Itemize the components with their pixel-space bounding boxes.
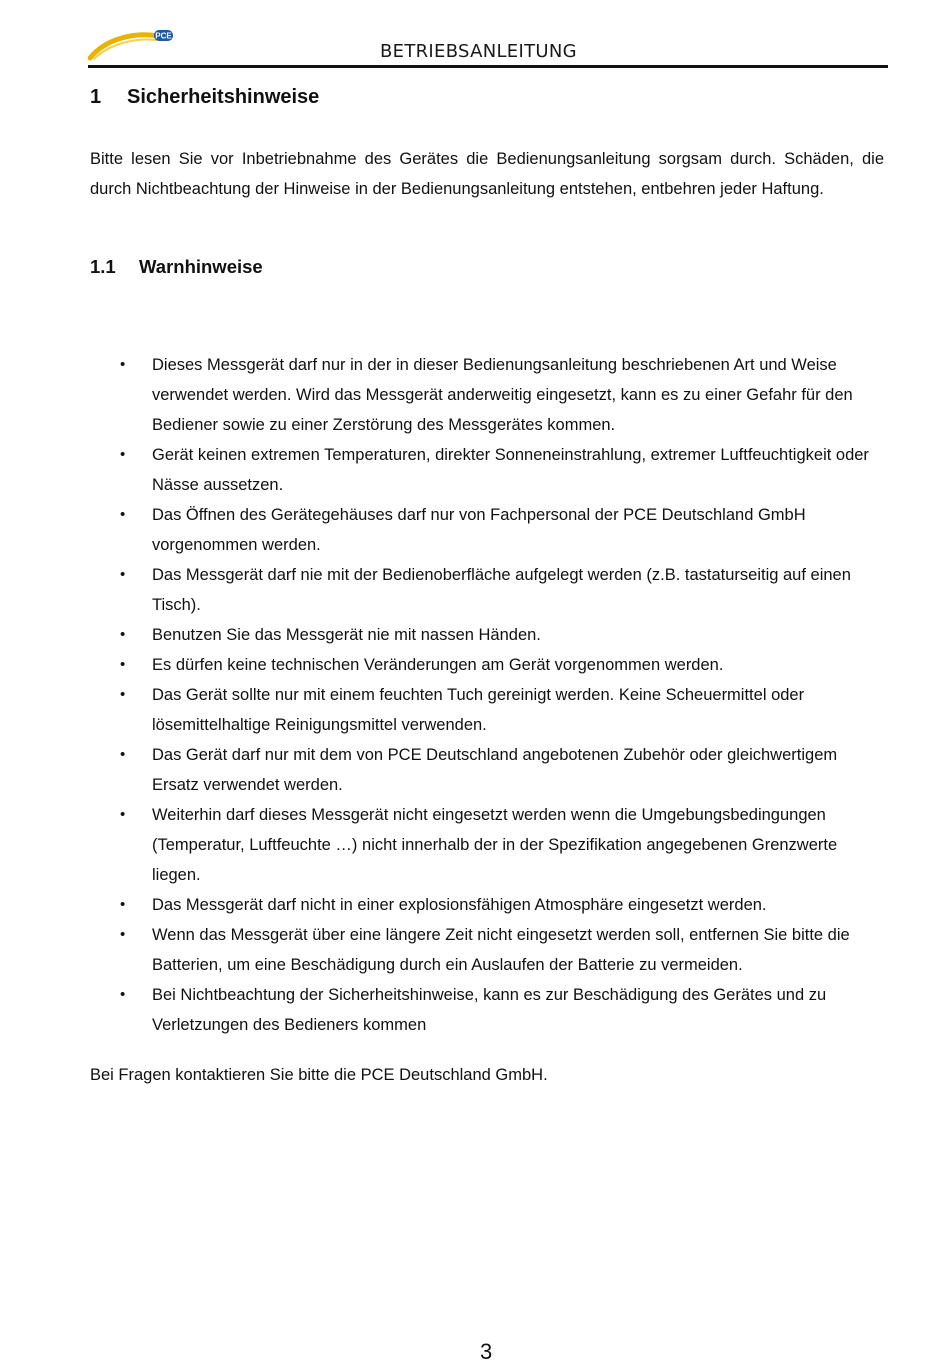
bullet-icon: • xyxy=(120,926,126,943)
section-heading xyxy=(90,86,319,109)
warning-list xyxy=(90,350,884,1040)
subsection-title: Warnhinweise xyxy=(139,256,263,277)
list-item xyxy=(90,980,884,1040)
bullet-icon: • xyxy=(120,506,126,523)
list-item xyxy=(90,560,884,620)
list-item-text: Gerät keinen extremen Temperaturen, direkter Sonneneinstrahlung, extremer Luftfeuchtigkeit oder Nässe aussetzen. xyxy=(152,446,869,494)
bullet-icon: • xyxy=(120,686,126,703)
document-title: BETRIEBSANLEITUNG xyxy=(380,41,577,62)
bullet-icon: • xyxy=(120,566,126,583)
list-item xyxy=(90,890,884,920)
pce-logo xyxy=(88,28,178,62)
logo-text: PCE xyxy=(155,31,172,41)
bullet-icon: • xyxy=(120,656,126,673)
bullet-icon: • xyxy=(120,986,126,1003)
section-title: Sicherheitshinweise xyxy=(127,86,320,108)
list-item xyxy=(90,740,884,800)
page-header xyxy=(88,28,888,68)
subsection-heading xyxy=(90,256,263,278)
list-item-text: Dieses Messgerät darf nur in der in dieser Bedienungsanleitung beschriebenen Art und Weise verwendet werden. Wird das Messgerät anderweitig eingesetzt, kann es zu einer Gefahr für den Bediener sowie zu einer Zerstörung des Messgerätes kommen. xyxy=(152,356,853,434)
list-item-text: Das Öffnen des Gerätegehäuses darf nur von Fachpersonal der PCE Deutschland GmbH vorgenommen werden. xyxy=(152,506,806,554)
bullet-icon: • xyxy=(120,626,126,643)
bullet-icon: • xyxy=(120,806,126,823)
list-item-text: Bei Nichtbeachtung der Sicherheitshinweise, kann es zur Beschädigung des Gerätes und zu Verletzungen des Bedieners kommen xyxy=(152,986,827,1034)
bullet-icon: • xyxy=(120,896,126,913)
list-item-text: Das Gerät darf nur mit dem von PCE Deutschland angebotenen Zubehör oder gleichwertigem Ersatz verwendet werden. xyxy=(152,746,838,794)
list-item-text: Das Messgerät darf nicht in einer explosionsfähigen Atmosphäre eingesetzt werden. xyxy=(152,896,767,914)
page-number: 3 xyxy=(480,1339,493,1364)
closing-paragraph: Bei Fragen kontaktieren Sie bitte die PCE Deutschland GmbH. xyxy=(90,1066,548,1084)
bullet-icon: • xyxy=(120,746,126,763)
list-item-text: Wenn das Messgerät über eine längere Zeit nicht eingesetzt werden soll, entfernen Sie bitte die Batterien, um eine Beschädigung durch ein Auslaufen der Batterie zu vermeiden. xyxy=(152,926,850,974)
list-item xyxy=(90,440,884,500)
list-item-text: Weiterhin darf dieses Messgerät nicht eingesetzt werden wenn die Umgebungsbedingungen (Temperatur, Luftfeuchte …) nicht innerhalb der in der Spezifikation angegebenen Grenzwerte liegen. xyxy=(152,806,838,884)
header-divider xyxy=(88,65,888,68)
intro-paragraph: Bitte lesen Sie vor Inbetriebnahme des Gerätes die Bedienungsanleitung sorgsam durch. Schäden, die durch Nichtbeachtung der Hinweise in der Bedienungsanleitung entstehen, entbehren jeder Haftung. xyxy=(90,150,884,198)
list-item-text: Es dürfen keine technischen Veränderungen am Gerät vorgenommen werden. xyxy=(152,656,724,674)
list-item-text: Das Messgerät darf nie mit der Bedienoberfläche aufgelegt werden (z.B. tastaturseitig auf einen Tisch). xyxy=(152,566,851,614)
subsection-number: 1.1 xyxy=(90,256,116,277)
list-item xyxy=(90,920,884,980)
list-item xyxy=(90,650,884,680)
list-item xyxy=(90,800,884,890)
section-number: 1 xyxy=(90,86,102,108)
list-item-text: Benutzen Sie das Messgerät nie mit nassen Händen. xyxy=(152,626,541,644)
list-item-text: Das Gerät sollte nur mit einem feuchten Tuch gereinigt werden. Keine Scheuermittel oder lösemittelhaltige Reinigungsmittel verwenden. xyxy=(152,686,805,734)
list-item xyxy=(90,350,884,440)
list-item xyxy=(90,500,884,560)
bullet-icon: • xyxy=(120,446,126,463)
bullet-icon: • xyxy=(120,356,126,373)
list-item xyxy=(90,680,884,740)
list-item xyxy=(90,620,884,650)
